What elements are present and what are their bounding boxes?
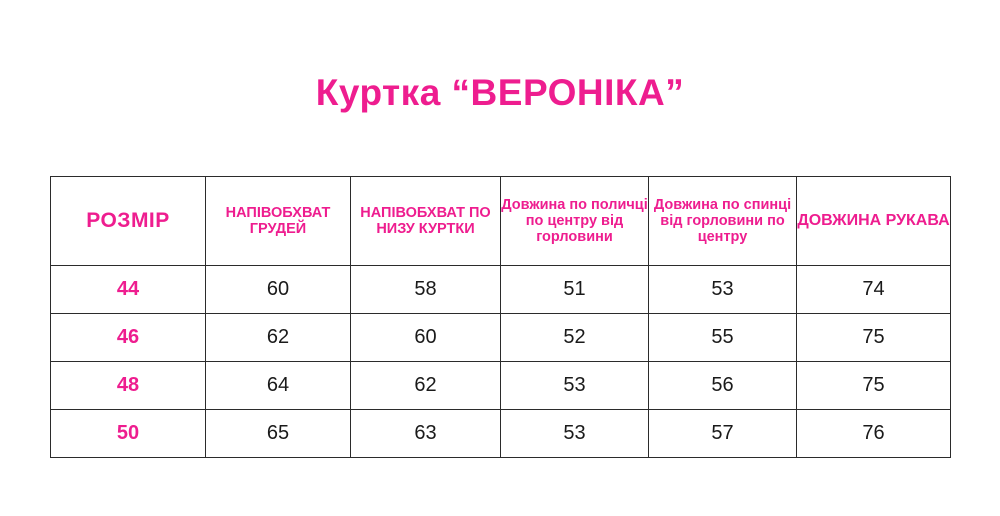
column-header-back-length: Довжина по спинці від горловини по центру <box>649 177 797 266</box>
table-row <box>51 314 951 362</box>
cell-size: 48 <box>51 362 206 410</box>
cell-sleeve-length: 74 <box>797 266 951 314</box>
table-body <box>51 266 951 458</box>
cell-back-length: 57 <box>649 410 797 458</box>
column-header-sleeve-length: ДОВЖИНА РУКАВА <box>797 177 951 266</box>
cell-chest: 64 <box>206 362 351 410</box>
table-row <box>51 410 951 458</box>
cell-chest: 62 <box>206 314 351 362</box>
cell-sleeve-length: 75 <box>797 362 951 410</box>
cell-back-length: 53 <box>649 266 797 314</box>
cell-bottom: 63 <box>351 410 501 458</box>
size-table-container <box>50 176 950 458</box>
table-header-row <box>51 177 951 266</box>
table-row <box>51 266 951 314</box>
cell-sleeve-length: 75 <box>797 314 951 362</box>
cell-chest: 65 <box>206 410 351 458</box>
cell-front-length: 53 <box>501 410 649 458</box>
cell-bottom: 62 <box>351 362 501 410</box>
cell-bottom: 60 <box>351 314 501 362</box>
column-header-size: РОЗМІР <box>51 177 206 266</box>
cell-size: 44 <box>51 266 206 314</box>
cell-size: 50 <box>51 410 206 458</box>
table-row <box>51 362 951 410</box>
column-header-chest: НАПІВОБХВАТ ГРУДЕЙ <box>206 177 351 266</box>
size-table <box>50 176 951 458</box>
page-title: Куртка “ВЕРОНІКА” <box>315 72 685 113</box>
cell-bottom: 58 <box>351 266 501 314</box>
cell-front-length: 52 <box>501 314 649 362</box>
column-header-bottom: НАПІВОБХВАТ ПО НИЗУ КУРТКИ <box>351 177 501 266</box>
cell-front-length: 51 <box>501 266 649 314</box>
cell-chest: 60 <box>206 266 351 314</box>
table-header <box>51 177 951 266</box>
cell-back-length: 55 <box>649 314 797 362</box>
cell-back-length: 56 <box>649 362 797 410</box>
cell-size: 46 <box>51 314 206 362</box>
cell-front-length: 53 <box>501 362 649 410</box>
cell-sleeve-length: 76 <box>797 410 951 458</box>
column-header-front-length: Довжина по поличці по центру від горловини <box>501 177 649 266</box>
